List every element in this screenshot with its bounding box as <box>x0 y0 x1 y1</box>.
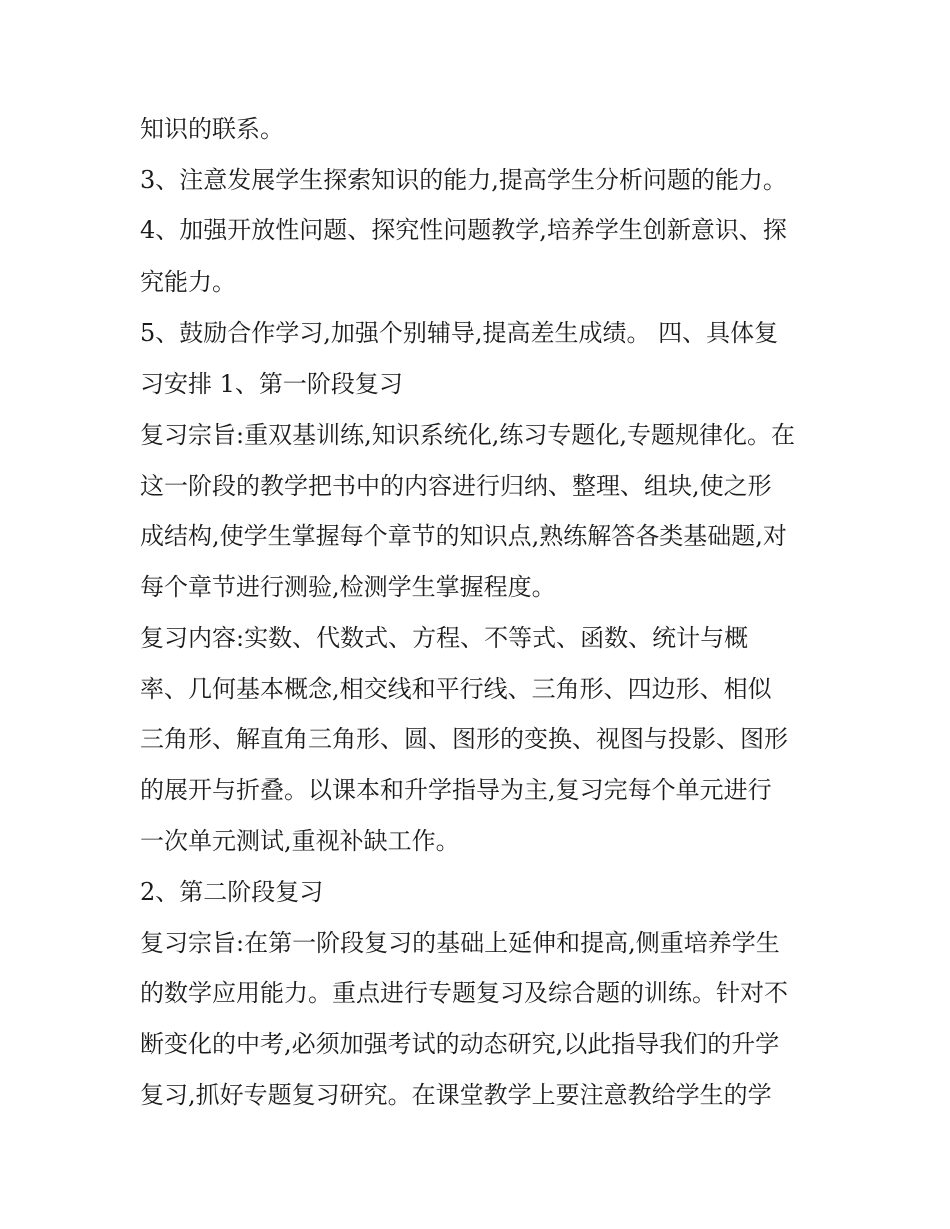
text-line: 断变化的中考,必须加强考试的动态研究,以此指导我们的升学 <box>140 1030 780 1058</box>
text-line: 4、加强开放性问题、探究性问题教学,培养学生创新意识、探 <box>140 216 787 244</box>
text-line: 的展开与折叠。以课本和升学指导为主,复习完每个单元进行 <box>140 776 772 804</box>
text-line: 习安排 1、第一阶段复习 <box>140 370 403 398</box>
text-line: 复习内容:实数、代数式、方程、不等式、函数、统计与概 <box>140 624 749 652</box>
text-line: 一次单元测试,重视补缺工作。 <box>140 827 460 855</box>
text-line: 率、几何基本概念,相交线和平行线、三角形、四边形、相似 <box>140 675 772 703</box>
text-line: 3、注意发展学生探索知识的能力,提高学生分析问题的能力。 <box>140 166 787 194</box>
text-line: 成结构,使学生掌握每个章节的知识点,熟练解答各类基础题,对 <box>140 522 787 550</box>
text-line: 复习宗旨:重双基训练,知识系统化,练习专题化,专题规律化。在 <box>140 421 795 449</box>
text-line: 2、第二阶段复习 <box>140 878 324 906</box>
text-line: 的数学应用能力。重点进行专题复习及综合题的训练。针对不 <box>140 979 788 1007</box>
text-line: 究能力。 <box>140 268 236 296</box>
text-line: 知识的联系。 <box>140 115 284 143</box>
text-line: 三角形、解直角三角形、圆、图形的变换、视图与投影、图形 <box>140 725 788 753</box>
text-line: 5、鼓励合作学习,加强个别辅导,提高差生成绩。 四、具体复 <box>140 319 779 347</box>
text-line: 复习,抓好专题复习研究。在课堂教学上要注意教给学生的学 <box>140 1081 772 1109</box>
text-line: 这一阶段的教学把书中的内容进行归纳、整理、组块,使之形 <box>140 472 772 500</box>
text-line: 复习宗旨:在第一阶段复习的基础上延伸和提高,侧重培养学生 <box>140 929 780 957</box>
text-line: 每个章节进行测验,检测学生掌握程度。 <box>140 573 556 601</box>
